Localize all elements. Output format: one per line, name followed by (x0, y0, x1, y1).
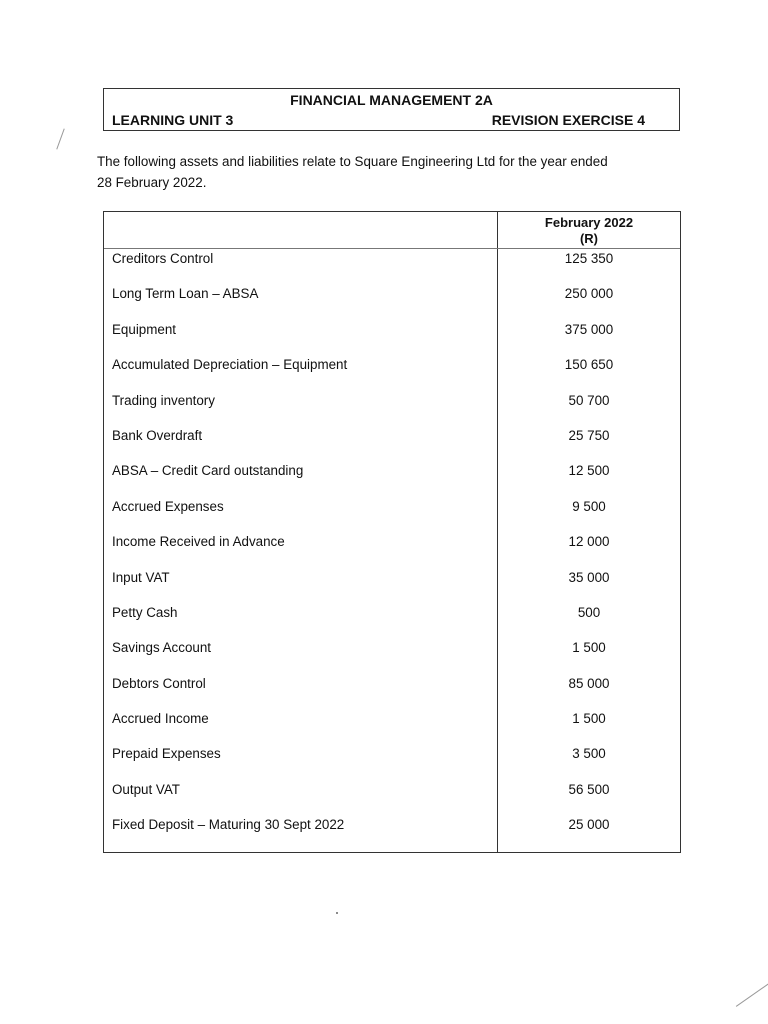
amount-column-heading (498, 215, 680, 247)
column-heading-currency: (R) (579, 231, 599, 246)
account-amount: 9 500 (572, 498, 606, 514)
account-amount: 12 000 (568, 534, 610, 550)
account-amount: 150 650 (564, 357, 614, 373)
table-row (104, 320, 680, 355)
document-header (103, 88, 680, 131)
scan-speck (336, 912, 338, 914)
account-name: Trading inventory (112, 392, 215, 408)
table-row (104, 603, 680, 638)
account-name: Accrued Expenses (112, 498, 224, 514)
table-row (104, 391, 680, 426)
account-amount: 1 500 (572, 640, 606, 656)
scan-edge-mark (56, 128, 64, 149)
table-row (104, 568, 680, 603)
intro-line-1: The following assets and liabilities relate to Square Engineering Ltd for the year ended (97, 154, 608, 169)
table-row (104, 744, 680, 779)
account-name: Fixed Deposit – Maturing 30 Sept 2022 (112, 817, 345, 833)
account-name: Income Received in Advance (112, 534, 285, 550)
table-row (104, 461, 680, 496)
account-amount: 375 000 (564, 321, 614, 337)
account-amount: 25 000 (568, 817, 610, 833)
table-row (104, 638, 680, 673)
account-amount: 250 000 (564, 286, 614, 302)
table-row (104, 815, 680, 850)
account-name: Equipment (112, 321, 177, 337)
table-row (104, 780, 680, 815)
balances-table (103, 211, 681, 853)
account-amount: 50 700 (568, 392, 610, 408)
learning-unit: LEARNING UNIT 3 (112, 112, 234, 128)
table-body (104, 249, 680, 851)
account-name: Long Term Loan – ABSA (112, 286, 259, 302)
table-row (104, 426, 680, 461)
table-row (104, 355, 680, 390)
course-title: FINANCIAL MANAGEMENT 2A (290, 92, 493, 108)
table-row (104, 709, 680, 744)
account-name: Debtors Control (112, 675, 206, 691)
account-name: ABSA – Credit Card outstanding (112, 463, 304, 479)
account-name: Accrued Income (112, 711, 209, 727)
column-heading-period: February 2022 (544, 215, 634, 230)
account-name: Creditors Control (112, 251, 214, 266)
account-name: Savings Account (112, 640, 212, 656)
exercise-label: REVISION EXERCISE 4 (491, 112, 645, 128)
table-row (104, 284, 680, 319)
account-name: Accumulated Depreciation – Equipment (112, 357, 348, 373)
account-amount: 1 500 (572, 711, 606, 727)
account-amount: 85 000 (568, 675, 610, 691)
intro-paragraph (97, 151, 687, 193)
account-amount: 35 000 (568, 569, 610, 585)
account-amount: 3 500 (572, 746, 606, 762)
account-amount: 125 350 (564, 251, 614, 266)
account-name: Input VAT (112, 569, 170, 585)
table-row (104, 532, 680, 567)
account-name: Bank Overdraft (112, 427, 203, 443)
account-name: Output VAT (112, 781, 180, 797)
account-name: Prepaid Expenses (112, 746, 221, 762)
account-amount: 12 500 (568, 463, 610, 479)
scan-corner-mark (736, 983, 768, 1007)
table-row (104, 497, 680, 532)
intro-line-2: 28 February 2022. (97, 175, 207, 190)
account-amount: 25 750 (568, 427, 610, 443)
table-row (104, 249, 680, 284)
account-amount: 500 (577, 604, 601, 620)
table-row (104, 674, 680, 709)
account-name: Petty Cash (112, 604, 178, 620)
account-amount: 56 500 (568, 781, 610, 797)
